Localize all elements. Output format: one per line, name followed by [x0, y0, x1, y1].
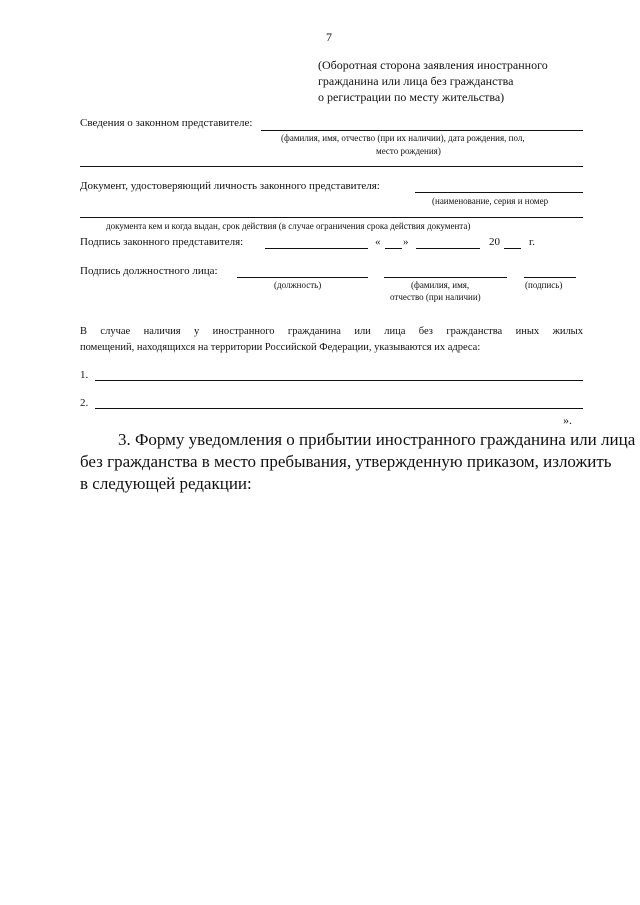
- paragraph3-line1: 3. Форму уведомления о прибытии иностранного гражданина или лица: [118, 430, 636, 449]
- representative-label: Сведения о законном представителе:: [80, 117, 253, 129]
- date-year-line[interactable]: [504, 248, 521, 249]
- official-sign-line[interactable]: [524, 277, 576, 278]
- representative-field-line2[interactable]: [80, 166, 583, 167]
- official-name-hint2: отчество (при наличии): [390, 292, 481, 302]
- closing-quote: ».: [563, 413, 572, 427]
- document-label: Документ, удостоверяющий личность законного представителя:: [80, 180, 380, 192]
- date-quote-open: «: [375, 236, 381, 248]
- other-premises-text-line1: В случае наличия у иностранного гражданина или лица без гражданства иных жилых: [80, 326, 583, 337]
- paragraph3-line3: в следующей редакции:: [80, 474, 252, 493]
- official-name-line[interactable]: [384, 277, 507, 278]
- date-day-line[interactable]: [385, 248, 402, 249]
- document-hint: (наименование, серия и номер: [432, 196, 549, 206]
- official-position-hint: (должность): [274, 280, 322, 290]
- address-item-2-number: 2.: [80, 397, 89, 409]
- representative-field-line[interactable]: [261, 130, 583, 131]
- official-position-line[interactable]: [237, 277, 368, 278]
- official-signature-hint: (подпись): [525, 280, 563, 290]
- paragraph3-line2: без гражданства в место пребывания, утвержденную приказом, изложить: [80, 452, 612, 471]
- date-month-line[interactable]: [416, 248, 480, 249]
- form-header-line3: о регистрации по месту жительства): [318, 90, 505, 104]
- address-item-2-line[interactable]: [95, 408, 583, 409]
- document-hint2: документа кем и когда выдан, срок действия (в случае ограничения срока действия документа): [106, 221, 471, 231]
- date-quote-close: »: [403, 236, 409, 248]
- document-field-line2[interactable]: [80, 217, 583, 218]
- form-header-line2: гражданина или лица без гражданства: [318, 74, 514, 88]
- representative-hint-line1: (фамилия, имя, отчество (при их наличии), дата рождения, пол,: [281, 133, 525, 143]
- address-item-1-number: 1.: [80, 369, 89, 381]
- official-signature-label: Подпись должностного лица:: [80, 265, 218, 277]
- page-number: 7: [326, 30, 332, 44]
- rep-signature-label: Подпись законного представителя:: [80, 236, 244, 248]
- date-year-suffix: г.: [529, 236, 536, 248]
- official-name-hint1: (фамилия, имя,: [411, 280, 470, 290]
- address-item-1-line[interactable]: [95, 380, 583, 381]
- date-year-prefix: 20: [489, 236, 500, 248]
- form-header-line1: (Оборотная сторона заявления иностранного: [318, 58, 548, 72]
- other-premises-text-line2: помещений, находящихся на территории Российской Федерации, указываются их адреса:: [80, 342, 481, 353]
- rep-signature-line[interactable]: [265, 248, 368, 249]
- representative-hint-line2: место рождения): [376, 146, 441, 156]
- document-field-line[interactable]: [415, 192, 583, 193]
